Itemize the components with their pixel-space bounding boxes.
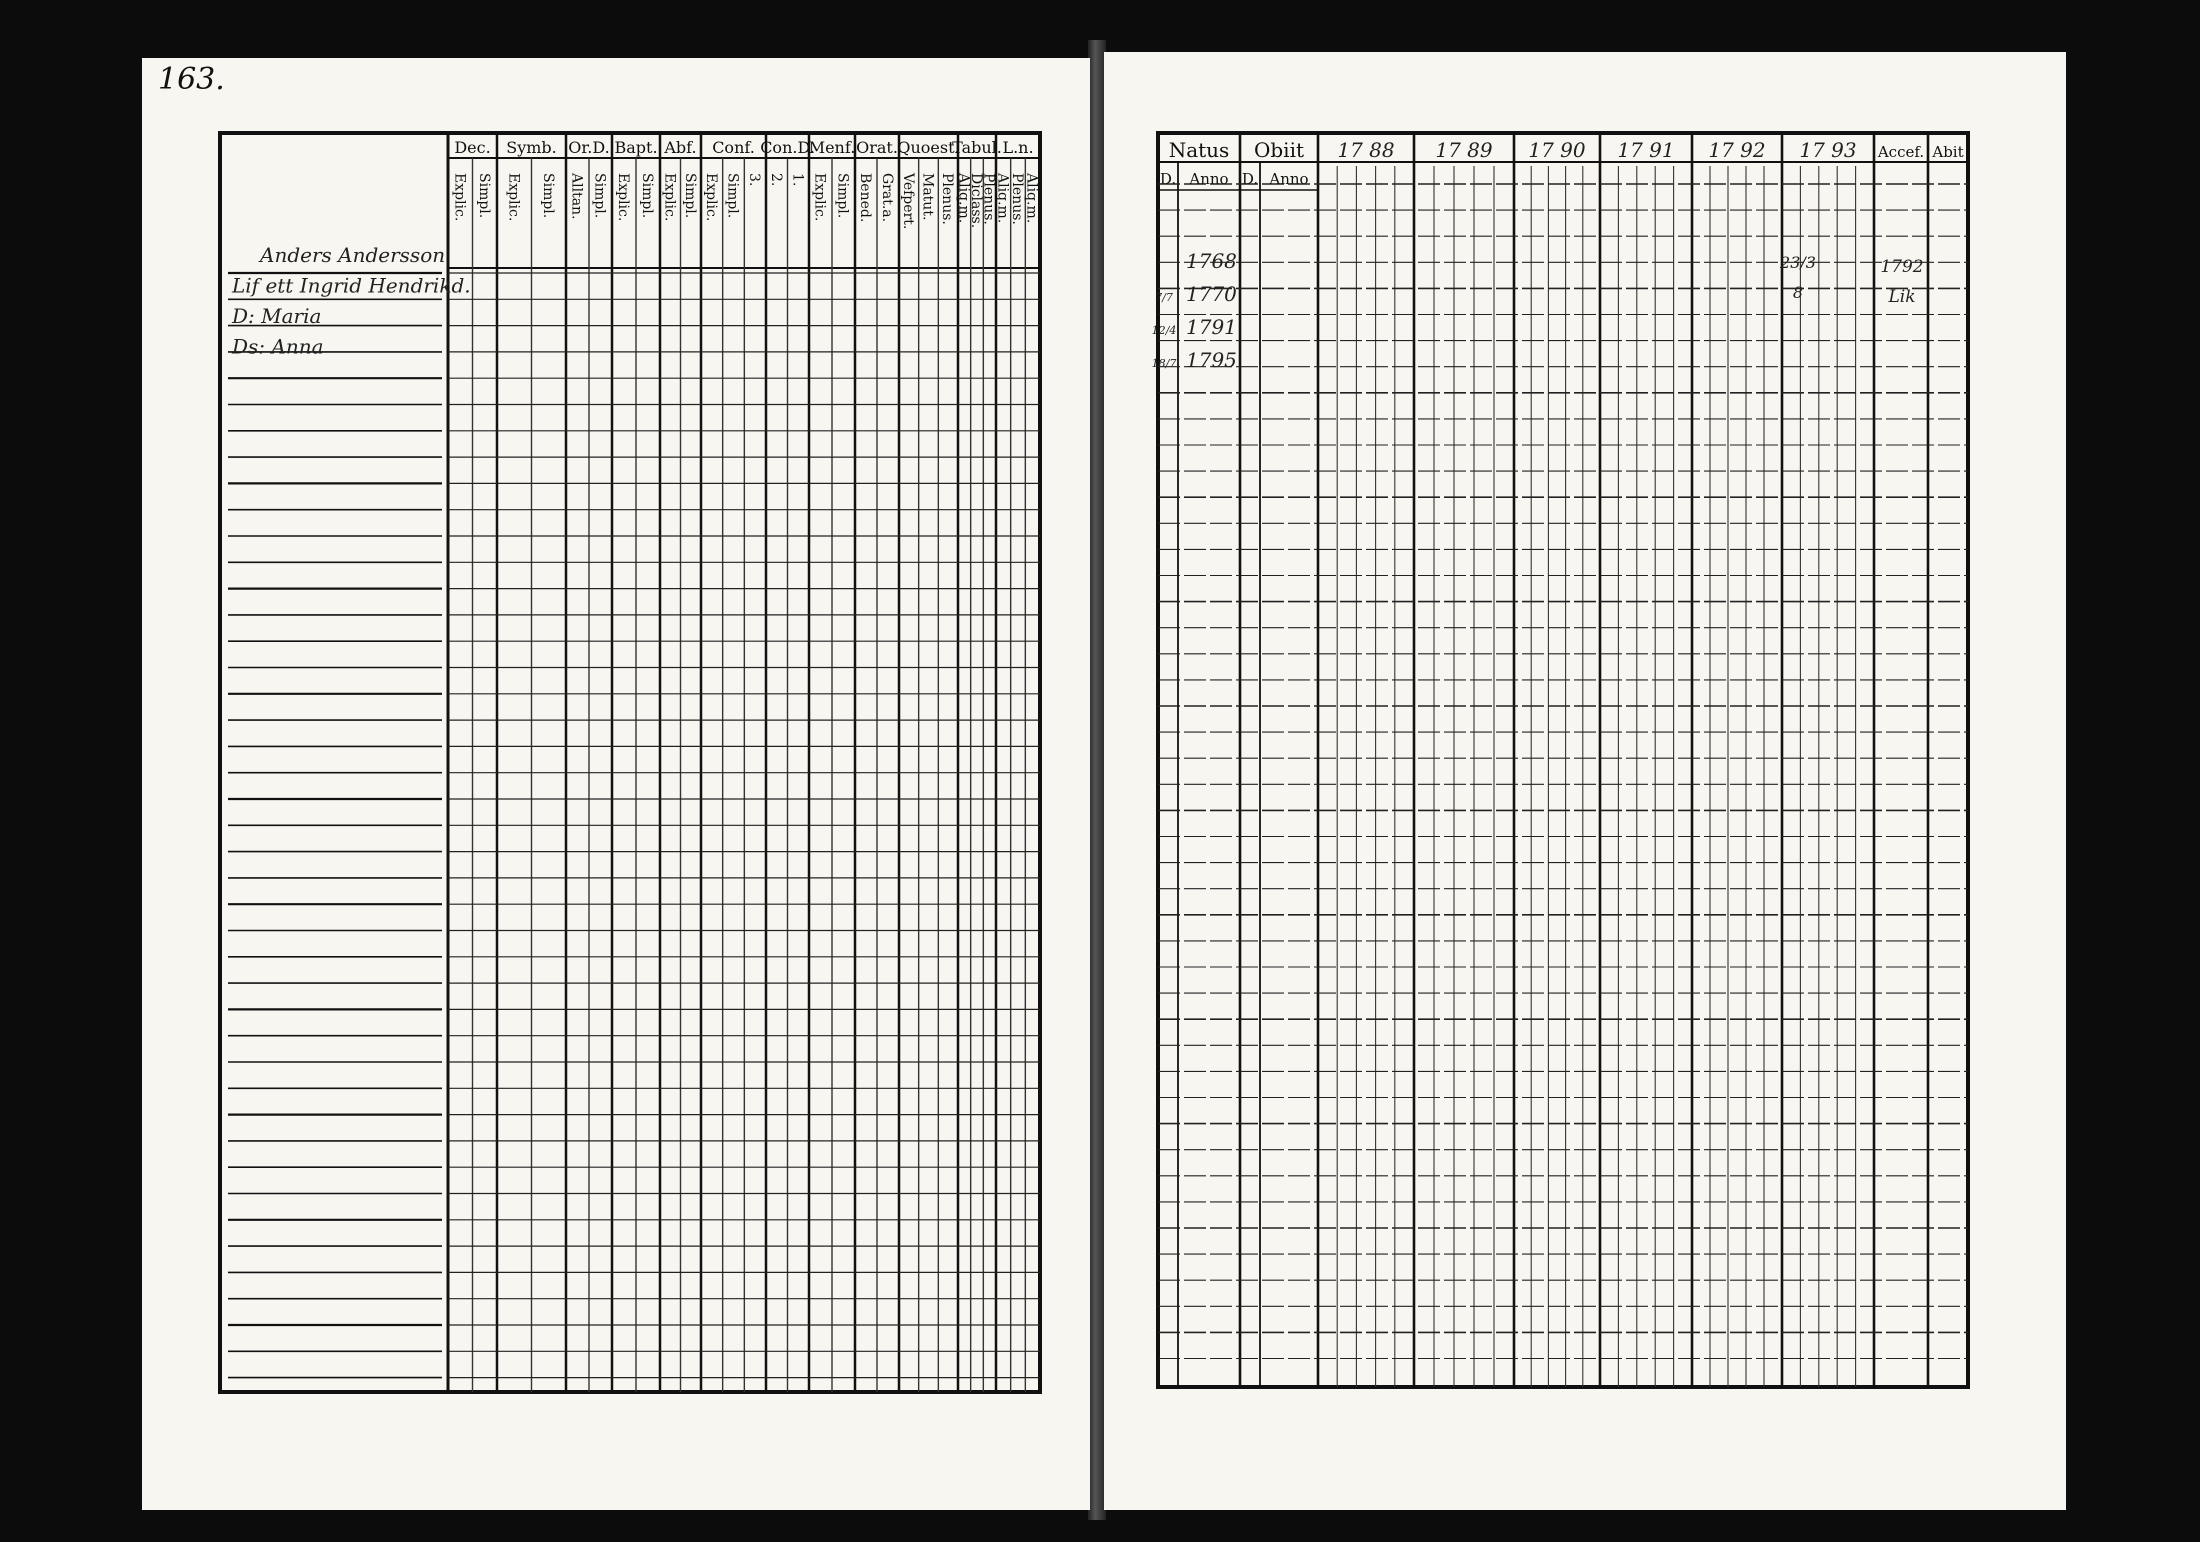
page-number: 163. [158, 62, 225, 97]
right-table-frame [1158, 133, 1968, 1387]
left-sub-header: 3. [746, 173, 763, 187]
left-sub-header: Simpl. [681, 173, 698, 219]
left-sub-header: Simpl. [639, 173, 655, 219]
left-sub-header: Simpl. [475, 173, 492, 219]
right-group-header: Obiit [1253, 138, 1305, 162]
left-sub-header: Matut. [919, 173, 936, 221]
left-sub-header: Explic. [615, 173, 631, 222]
handwritten-name-entry: Lif ett Ingrid Hendrikd. [232, 273, 471, 298]
left-top-header: Orat. [856, 138, 898, 157]
left-sub-header: Aliq.m. [994, 173, 1011, 224]
left-sub-header: Simpl. [834, 173, 851, 219]
right-group-header: Natus [1168, 138, 1230, 162]
right-group-header: 17 88 [1337, 138, 1395, 162]
left-sub-header: Diclass. [968, 173, 984, 229]
birth-year-entry: 1795 [1186, 348, 1237, 372]
birth-year-entry: 1770 [1186, 282, 1237, 306]
left-sub-header: Bened. [857, 173, 873, 223]
left-top-header: Conf. [712, 138, 755, 157]
left-sub-header: Explic. [505, 173, 522, 222]
birth-year-entry: 1791 [1186, 315, 1237, 339]
left-sub-header: Simpl. [591, 173, 608, 219]
handwritten-name-entry: D: Maria [232, 304, 322, 328]
left-sub-header: Explic. [661, 173, 678, 222]
right-group-header: 17 89 [1435, 138, 1493, 162]
left-sub-header: Plenus. [939, 173, 956, 225]
left-sub-header: Plenus. [1009, 173, 1025, 225]
right-sub-header: Anno [1269, 170, 1309, 188]
right-group-header: Abit [1932, 143, 1964, 161]
right-group-header: 17 91 [1617, 138, 1675, 162]
right-sub-header: D. [1241, 170, 1259, 188]
left-sub-header: Explic. [811, 173, 828, 222]
left-top-header: Menf. [808, 138, 856, 157]
left-sub-header: Aliq.m. [1023, 173, 1040, 224]
left-top-header: Abf. [664, 138, 697, 157]
left-top-header: L.n. [1002, 138, 1034, 157]
left-sub-header: Simpl. [724, 173, 741, 219]
left-top-header: Quoest. [897, 138, 960, 157]
left-sub-header: 2. [767, 173, 784, 187]
birth-day-entry: 18/7 [1151, 357, 1177, 370]
year-column-note: 23/3 [1780, 253, 1816, 272]
right-group-header: 17 92 [1708, 138, 1766, 162]
birth-day-entry: 12/4 [1151, 324, 1177, 337]
left-top-header: Bapt. [614, 138, 658, 157]
accessit-entry: 1792 [1880, 257, 1924, 277]
left-sub-header: Vefpert. [899, 173, 916, 230]
left-sub-header: Aliq.m. [955, 173, 972, 224]
handwritten-name-entry: Anders Andersson [260, 243, 446, 267]
handwritten-name-entry: Ds: Anna [232, 334, 324, 359]
right-sub-header: D. [1159, 170, 1177, 188]
left-sub-header: Explic. [702, 173, 719, 222]
left-top-header: Tabul. [952, 138, 1002, 157]
right-sub-header: Anno [1189, 170, 1229, 188]
left-sub-header: Grat.a. [879, 173, 895, 223]
left-top-header: Symb. [506, 138, 557, 157]
birth-year-entry: 1768 [1186, 249, 1237, 273]
right-group-header: 17 90 [1528, 138, 1586, 162]
left-sub-header: Plenus. [980, 173, 997, 225]
left-sub-header: Simpl. [539, 173, 556, 219]
left-top-header: Con.D. [760, 138, 815, 157]
left-top-header: Or.D. [568, 138, 610, 157]
right-group-header: Accef. [1877, 143, 1925, 161]
left-sub-header: 1. [789, 173, 806, 187]
left-top-header: Dec. [454, 138, 491, 157]
birth-day-entry: 7/7 [1155, 291, 1173, 304]
left-sub-header: Alltan. [568, 173, 585, 220]
year-column-note: 8 [1792, 283, 1804, 302]
right-group-header: 17 93 [1799, 138, 1857, 162]
accessit-entry: Lik [1888, 287, 1916, 307]
left-sub-header: Explic. [451, 173, 468, 222]
